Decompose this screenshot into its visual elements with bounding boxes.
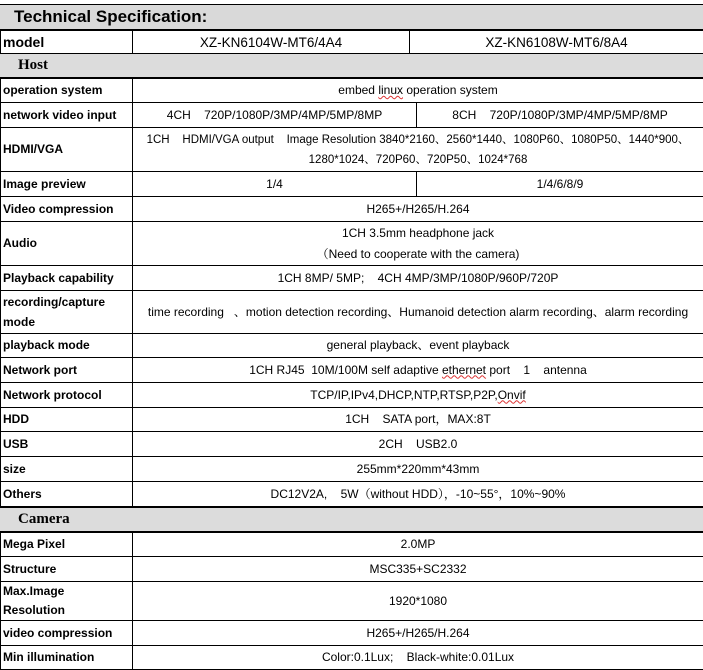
row-value: 1/4 <box>133 172 417 197</box>
spec-row <box>1 358 703 383</box>
row-label: Network protocol <box>1 383 133 408</box>
row-label: Audio <box>1 222 133 266</box>
value-part: linux <box>378 83 403 97</box>
row-label: recording/capture mode <box>1 291 133 334</box>
row-value: DC12V2A, 5W（without HDD），-10~55°，10%~90% <box>133 482 703 507</box>
row-label: Video compression <box>1 197 133 222</box>
value-line: 1280*1024、720P60、720P50、1024*768 <box>136 150 700 170</box>
row-label: playback mode <box>1 334 133 358</box>
row-label: Min illumination <box>1 646 133 670</box>
row-value: 1CH SATA port，MAX:8T <box>133 408 703 432</box>
row-label: USB <box>1 432 133 457</box>
value-part: Onvif <box>498 388 526 402</box>
row-value: 1/4/6/8/9 <box>417 172 703 197</box>
row-label: HDD <box>1 408 133 432</box>
row-value <box>133 79 703 103</box>
row-value: 2.0MP <box>133 533 703 557</box>
spec-row <box>1 383 703 408</box>
section-title: Host <box>18 57 48 74</box>
spec-row <box>1 103 703 128</box>
row-value: time recording 、motion detection recording、Humanoid detection alarm recording、alarm recording <box>133 291 703 334</box>
spec-title-bar <box>0 4 703 30</box>
row-value: 1CH 8MP/ 5MP; 4CH 4MP/3MP/1080P/960P/720P <box>133 266 703 291</box>
spec-row <box>1 128 703 172</box>
value-part: ethernet <box>442 363 486 377</box>
spec-row <box>1 291 703 334</box>
row-value: H265+/H265/H.264 <box>133 197 703 222</box>
row-value: general playback、event playback <box>133 334 703 358</box>
spec-row <box>1 533 703 557</box>
row-value <box>133 222 703 266</box>
row-value: 8CH 720P/1080P/3MP/4MP/5MP/8MP <box>417 103 703 128</box>
row-value: 4CH 720P/1080P/3MP/4MP/5MP/8MP <box>133 103 417 128</box>
section-header-camera <box>0 507 703 532</box>
model-table <box>0 30 703 54</box>
row-label: Max.Image Resolution <box>1 582 133 621</box>
row-value <box>133 358 703 383</box>
row-value: H265+/H265/H.264 <box>133 621 703 646</box>
value-part: port 1 antenna <box>486 363 587 377</box>
value-part: 1CH RJ45 10M/100M self adaptive <box>249 363 442 377</box>
row-value: 2CH USB2.0 <box>133 432 703 457</box>
row-label: Playback capability <box>1 266 133 291</box>
spec-row <box>1 172 703 197</box>
row-value <box>133 383 703 408</box>
spec-row <box>1 457 703 482</box>
value-line: （Need to cooperate with the camera) <box>136 244 700 265</box>
camera-table <box>0 532 703 670</box>
spec-row <box>1 79 703 103</box>
host-table <box>0 78 703 507</box>
row-label: Structure <box>1 557 133 582</box>
row-value: 255mm*220mm*43mm <box>133 457 703 482</box>
value-line: 1CH HDMI/VGA output Image Resolution 3840*2160、2560*1440、1080P60、1080P50、1440*900、 <box>136 130 700 150</box>
spec-row <box>1 621 703 646</box>
row-label: Mega Pixel <box>1 533 133 557</box>
row-value: 1920*1080 <box>133 582 703 621</box>
section-title: Camera <box>18 511 70 528</box>
model-value: XZ-KN6108W-MT6/8A4 <box>410 31 703 54</box>
spec-row <box>1 334 703 358</box>
row-label: HDMI/VGA <box>1 128 133 172</box>
row-label: Image preview <box>1 172 133 197</box>
row-value: MSC335+SC2332 <box>133 557 703 582</box>
row-label: size <box>1 457 133 482</box>
spec-row <box>1 432 703 457</box>
row-label: model <box>1 31 133 54</box>
spec-row <box>1 582 703 621</box>
row-label: Others <box>1 482 133 507</box>
row-label: network video input <box>1 103 133 128</box>
spec-title: Technical Specification: <box>14 7 207 27</box>
row-value: Color:0.1Lux; Black-white:0.01Lux <box>133 646 703 670</box>
model-row <box>1 31 703 54</box>
value-part: operation system <box>403 83 498 97</box>
row-label: operation system <box>1 79 133 103</box>
section-header-host <box>0 53 703 78</box>
spec-row <box>1 646 703 670</box>
spec-row <box>1 266 703 291</box>
row-label: Network port <box>1 358 133 383</box>
model-value: XZ-KN6104W-MT6/4A4 <box>133 31 410 54</box>
spec-row <box>1 557 703 582</box>
spec-row <box>1 408 703 432</box>
spec-row <box>1 197 703 222</box>
spec-row <box>1 482 703 507</box>
value-line: 1CH 3.5mm headphone jack <box>136 223 700 244</box>
row-label: video compression <box>1 621 133 646</box>
spec-row <box>1 222 703 266</box>
value-part: TCP/IP,IPv4,DHCP,NTP,RTSP,P2P, <box>310 388 497 402</box>
row-value <box>133 128 703 172</box>
value-part: embed <box>338 83 378 97</box>
